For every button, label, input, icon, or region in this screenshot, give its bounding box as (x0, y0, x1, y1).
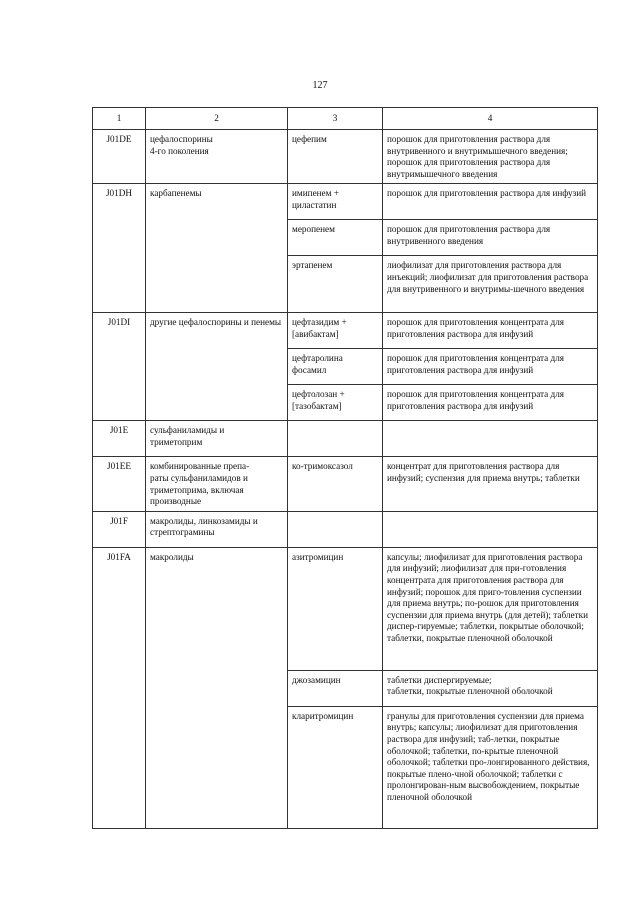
table-row (93, 421, 598, 457)
drug-name-cell (288, 511, 383, 547)
drug-group-cell: сульфаниламиды и триметоприм (146, 421, 288, 457)
drug-name-cell: цефепим (288, 130, 383, 184)
drug-group-cell: другие цефалоспорины и пенемы (146, 313, 288, 421)
drug-name-cell: кларитромицин (288, 706, 383, 828)
drug-name-cell: эртапенем (288, 256, 383, 313)
atc-code-cell: J01E (93, 421, 146, 457)
dosage-form-cell: гранулы для приготовления суспензии для приема внутрь; капсулы; лиофилизат для приготовления раствора для инфузий; таб-летки, покрытые оболочкой; таблетки, по-крытые пленочной оболочкой; таблетки про-лонгированного действия, покрытые плено-чной оболочкой; таблетки с пролонгирован-ным высвобождением, покрытые пленочной оболочкой (383, 706, 598, 828)
table-row (93, 511, 598, 547)
dosage-form-cell: порошок для приготовления концентрата для приготовления раствора для инфузий (383, 385, 598, 421)
dosage-form-cell: лиофилизат для приготовления раствора для инъекций; лиофилизат для приготовления раствора для внутривенного и внутримы-шечного введения (383, 256, 598, 313)
drug-name-cell (288, 421, 383, 457)
dosage-form-cell: таблетки диспергируемые; таблетки, покрытые пленочной оболочкой (383, 670, 598, 706)
dosage-form-cell: порошок для приготовления концентрата для приготовления раствора для инфузий (383, 349, 598, 385)
dosage-form-cell: порошок для приготовления раствора для внутривенного и внутримышечного введения; порошок для приготовления раствора для внутримышечного введения (383, 130, 598, 184)
drug-table (92, 107, 598, 829)
drug-name-cell: азитромицин (288, 547, 383, 670)
drug-name-cell: цефтазидим + [авибактам] (288, 313, 383, 349)
drug-group-cell: комбинированные препа- раты сульфаниламидов и триметоприма, включая производные (146, 457, 288, 511)
atc-code-cell: J01EE (93, 457, 146, 511)
table-row (93, 457, 598, 511)
dosage-form-cell: порошок для приготовления концентрата для приготовления раствора для инфузий (383, 313, 598, 349)
atc-code-cell: J01F (93, 511, 146, 547)
drug-group-cell: карбапенемы (146, 184, 288, 313)
table-header-row (93, 108, 598, 130)
dosage-form-cell: капсулы; лиофилизат для приготовления раствора для инфузий; лиофилизат для при-готовления концентрата для приготовления раствора для инфузий; порошок для приго-товления суспензии для приема внутрь; по-рошок для приготовления суспензии для приема внутрь (для детей); таблетки диспер-гируемые; таблетки, покрытые оболочкой; таблетки, покрытые пленочной оболочкой (383, 547, 598, 670)
dosage-form-cell: концентрат для приготовления раствора для инфузий; суспензия для приема внутрь; таблетки (383, 457, 598, 511)
dosage-form-cell: порошок для приготовления раствора для внутривенного введения (383, 220, 598, 256)
drug-group-cell: макролиды, линкозамиды и стрептограмины (146, 511, 288, 547)
column-header: 2 (146, 108, 288, 130)
table-row (93, 184, 598, 220)
page-number: 127 (312, 80, 328, 91)
drug-group-cell: макролиды (146, 547, 288, 828)
table-row (93, 130, 598, 184)
atc-code-cell: J01DH (93, 184, 146, 313)
atc-code-cell: J01FA (93, 547, 146, 828)
dosage-form-cell (383, 421, 598, 457)
table-row (93, 547, 598, 670)
drug-group-cell: цефалоспорины 4-го поколения (146, 130, 288, 184)
dosage-form-cell: порошок для приготовления раствора для инфузий (383, 184, 598, 220)
drug-name-cell: джозамицин (288, 670, 383, 706)
column-header: 3 (288, 108, 383, 130)
dosage-form-cell (383, 511, 598, 547)
drug-name-cell: ко-тримоксазол (288, 457, 383, 511)
atc-code-cell: J01DE (93, 130, 146, 184)
atc-code-cell: J01DI (93, 313, 146, 421)
column-header: 1 (93, 108, 146, 130)
drug-name-cell: цефтаролина фосамил (288, 349, 383, 385)
drug-name-cell: имипенем + циластатин (288, 184, 383, 220)
drug-name-cell: меропенем (288, 220, 383, 256)
drug-name-cell: цефтолозан + [тазобактам] (288, 385, 383, 421)
table-row (93, 313, 598, 349)
column-header: 4 (383, 108, 598, 130)
